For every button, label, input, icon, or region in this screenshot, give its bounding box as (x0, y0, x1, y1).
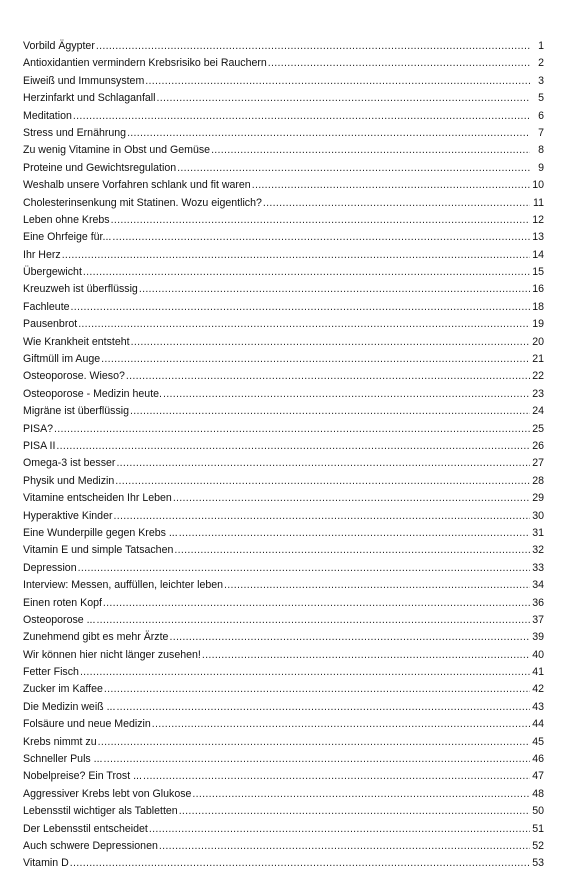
toc-entry-title: Auch schwere Depressionen (23, 839, 158, 852)
toc-entry-title: Osteoporose. Wieso? (23, 370, 125, 383)
toc-dot-leader (126, 368, 530, 385)
toc-dot-leader (80, 664, 530, 681)
toc-dot-leader (130, 403, 530, 420)
toc-entry-page-number: 21 (532, 353, 544, 366)
toc-entry (23, 212, 544, 229)
toc-entry-title: Eine Ohrfeige für... (23, 231, 112, 244)
toc-entry-page-number: 7 (538, 126, 544, 139)
toc-entry (23, 838, 544, 855)
toc-entry-title: Meditation (23, 109, 72, 122)
toc-entry-title: Folsäure und neue Medizin (23, 718, 151, 731)
toc-entry-page-number: 37 (532, 613, 544, 626)
toc-entry-page-number: 43 (532, 700, 544, 713)
toc-entry-title: Wie Krankheit entsteht (23, 335, 130, 348)
toc-entry-page-number: 42 (532, 683, 544, 696)
toc-entry (23, 525, 544, 542)
toc-entry-page-number: 1 (538, 40, 544, 52)
toc-entry (23, 125, 544, 142)
toc-entry-title: Zunehmend gibt es mehr Ärzte (23, 631, 169, 644)
toc-entry (23, 577, 544, 594)
toc-entry-page-number: 44 (532, 718, 544, 731)
toc-entry-page-number: 33 (532, 561, 544, 574)
toc-entry-page-number: 2 (538, 57, 544, 70)
toc-entry-title: Proteine und Gewichtsregulation (23, 161, 177, 174)
toc-entry (23, 751, 544, 768)
toc-entry-title: Kreuzweh ist überflüssig (23, 283, 138, 296)
toc-entry-title: Der Lebensstil entscheidet (23, 822, 148, 835)
toc-dot-leader (115, 473, 530, 490)
toc-dot-leader (152, 716, 530, 733)
toc-dot-leader (268, 55, 530, 72)
toc-entry (23, 368, 544, 385)
toc-entry (23, 542, 544, 559)
toc-dot-leader (139, 281, 530, 298)
toc-entry-title: Fachleute (23, 300, 70, 313)
toc-entry-title: Schneller Puls ... (23, 753, 103, 766)
toc-entry-title: Omega-3 ist besser (23, 457, 116, 470)
toc-dot-leader (179, 525, 530, 542)
toc-entry-title: Lebensstil wichtiger als Tabletten (23, 805, 178, 818)
toc-entry (23, 386, 544, 403)
toc-dot-leader (149, 821, 530, 838)
toc-entry-title: Fetter Fisch (23, 666, 79, 679)
toc-dot-leader (116, 455, 530, 472)
toc-entry-title: Depression (23, 561, 77, 574)
toc-dot-leader (202, 647, 530, 664)
toc-dot-leader (103, 595, 530, 612)
toc-dot-leader (96, 38, 530, 55)
toc-entry (23, 299, 544, 316)
toc-dot-leader (78, 560, 530, 577)
toc-dot-leader (174, 542, 530, 559)
toc-entry-page-number: 16 (532, 283, 544, 296)
toc-entry-title: PISA? (23, 422, 54, 435)
toc-entry (23, 421, 544, 438)
toc-entry-title: Zucker im Kaffee (23, 683, 103, 696)
toc-entry-page-number: 46 (532, 753, 544, 766)
toc-entry (23, 490, 544, 507)
toc-entry (23, 508, 544, 525)
toc-entry-page-number: 24 (532, 405, 544, 418)
toc-entry-page-number: 15 (532, 266, 544, 279)
toc-entry-title: Weshalb unsere Vorfahren schlank und fit waren (23, 179, 251, 192)
toc-entry-title: Die Medizin weiß ... (23, 700, 116, 713)
toc-entry (23, 734, 544, 751)
toc-entry-title: Osteoporose - Medizin heute. (23, 387, 162, 400)
toc-entry-title: Nobelpreise? Ein Trost ... (23, 770, 142, 783)
toc-entry-page-number: 5 (538, 92, 544, 105)
toc-entry-title: Giftmüll im Auge (23, 353, 101, 366)
toc-dot-leader (224, 577, 530, 594)
toc-dot-leader (62, 247, 530, 264)
toc-dot-leader (157, 90, 531, 107)
toc-entry-title: Hyperaktive Kinder (23, 509, 113, 522)
toc-entry (23, 612, 544, 629)
toc-dot-leader (192, 786, 530, 803)
toc-entry (23, 177, 544, 194)
toc-entry-page-number: 13 (532, 231, 544, 244)
toc-entry (23, 716, 544, 733)
toc-entry-page-number: 10 (532, 179, 544, 192)
toc-dot-leader (71, 299, 530, 316)
toc-entry-page-number: 27 (532, 457, 544, 470)
toc-entry-title: Cholesterinsenkung mit Statinen. Wozu eigentlich? (23, 196, 262, 209)
toc-dot-leader (143, 768, 530, 785)
toc-entry (23, 55, 544, 72)
toc-entry-title: Krebs nimmt zu (23, 735, 97, 748)
toc-dot-leader (83, 264, 530, 281)
toc-dot-leader (98, 734, 530, 751)
toc-dot-leader (96, 612, 530, 629)
toc-dot-leader (78, 316, 530, 333)
toc-dot-leader (54, 421, 530, 438)
toc-dot-leader (179, 803, 530, 820)
toc-entry-page-number: 50 (532, 805, 544, 818)
toc-entry (23, 316, 544, 333)
toc-entry-page-number: 41 (532, 666, 544, 679)
toc-entry-page-number: 36 (532, 596, 544, 609)
toc-entry (23, 195, 544, 212)
toc-entry (23, 473, 544, 490)
toc-entry-title: PISA II (23, 439, 56, 452)
toc-entry (23, 768, 544, 785)
toc-dot-leader (211, 142, 530, 159)
toc-entry (23, 334, 544, 351)
toc-entry-title: Eine Wunderpille gegen Krebs ... (23, 526, 178, 539)
toc-entry (23, 247, 544, 264)
toc-entry-title: Pausenbrot (23, 318, 78, 331)
toc-entry-title: Wir können hier nicht länger zusehen! (23, 648, 201, 661)
toc-entry-title: Vitamin D (23, 857, 69, 870)
toc-entry-page-number: 26 (532, 439, 544, 452)
toc-entry-title: Vitamine entscheiden Ihr Leben (23, 492, 172, 505)
toc-entry-page-number: 52 (532, 839, 544, 852)
toc-dot-leader (70, 855, 530, 872)
toc-entry (23, 90, 544, 107)
toc-dot-leader (114, 508, 531, 525)
toc-entry (23, 142, 544, 159)
toc-entry-page-number: 51 (532, 822, 544, 835)
toc-dot-leader (169, 629, 530, 646)
toc-entry-page-number: 34 (532, 579, 544, 592)
toc-entry-title: Übergewicht (23, 266, 82, 279)
toc-entry-page-number: 18 (532, 300, 544, 313)
toc-entry-page-number: 23 (532, 387, 544, 400)
toc-entry (23, 160, 544, 177)
toc-entry (23, 438, 544, 455)
toc-entry-page-number: 48 (532, 787, 544, 800)
toc-entry-title: Herzinfarkt und Schlaganfall (23, 92, 156, 105)
toc-entry-page-number: 8 (538, 144, 544, 157)
toc-entry-page-number: 47 (532, 770, 544, 783)
toc-entry (23, 560, 544, 577)
toc-entry-page-number: 20 (532, 335, 544, 348)
toc-entry (23, 264, 544, 281)
toc-dot-leader (111, 212, 530, 229)
toc-entry (23, 803, 544, 820)
toc-dot-leader (145, 73, 530, 90)
toc-entry (23, 681, 544, 698)
toc-entry-page-number: 53 (532, 857, 544, 870)
toc-entry-title: Interview: Messen, auffüllen, leichter leben (23, 579, 224, 592)
toc-dot-leader (73, 108, 530, 125)
toc-entry (23, 786, 544, 803)
toc-dot-leader (112, 229, 530, 246)
toc-dot-leader (104, 751, 531, 768)
toc-entry (23, 73, 544, 90)
toc-entry-page-number: 32 (532, 544, 544, 557)
toc-entry-page-number: 40 (532, 648, 544, 661)
toc-entry-title: Antioxidantien vermindern Krebsrisiko bei Rauchern (23, 57, 267, 70)
toc-entry-page-number: 29 (532, 492, 544, 505)
toc-entry-title: Ihr Herz (23, 248, 61, 261)
toc-entry-page-number: 30 (532, 509, 544, 522)
toc-entry (23, 455, 544, 472)
toc-entry-page-number: 45 (532, 735, 544, 748)
toc-entry (23, 108, 544, 125)
toc-entry-page-number: 19 (532, 318, 544, 331)
toc-entry (23, 647, 544, 664)
toc-entry (23, 821, 544, 838)
toc-dot-leader (159, 838, 530, 855)
table-of-contents (23, 38, 544, 873)
toc-dot-leader (173, 490, 530, 507)
toc-entry-page-number: 31 (532, 526, 544, 539)
toc-entry-page-number: 12 (532, 213, 544, 226)
toc-dot-leader (116, 699, 530, 716)
toc-entry-title: Eiweiß und Immunsystem (23, 74, 145, 87)
toc-entry-title: Osteoporose ... (23, 613, 96, 626)
toc-entry (23, 403, 544, 420)
toc-entry-page-number: 28 (532, 474, 544, 487)
toc-entry-title: Zu wenig Vitamine in Obst und Gemüse (23, 144, 211, 157)
toc-entry-title: Einen roten Kopf (23, 596, 102, 609)
toc-entry (23, 229, 544, 246)
toc-entry (23, 38, 544, 55)
toc-dot-leader (127, 125, 530, 142)
toc-entry-title: Aggressiver Krebs lebt von Glukose (23, 787, 192, 800)
toc-entry-page-number: 14 (532, 248, 544, 261)
toc-entry-page-number: 22 (532, 370, 544, 383)
toc-entry (23, 855, 544, 872)
toc-entry (23, 281, 544, 298)
toc-entry (23, 629, 544, 646)
toc-dot-leader (163, 386, 530, 403)
toc-entry-title: Physik und Medizin (23, 474, 115, 487)
toc-entry-page-number: 25 (532, 422, 544, 435)
toc-dot-leader (104, 681, 530, 698)
toc-entry-title: Migräne ist überflüssig (23, 405, 129, 418)
toc-entry-page-number: 3 (538, 74, 544, 87)
toc-entry-title: Vitamin E und simple Tatsachen (23, 544, 174, 557)
toc-entry-title: Leben ohne Krebs (23, 213, 110, 226)
toc-entry-title: Vorbild Ägypter (23, 40, 95, 52)
toc-dot-leader (131, 334, 530, 351)
toc-entry-title: Stress und Ernährung (23, 126, 127, 139)
toc-dot-leader (263, 195, 530, 212)
toc-entry (23, 699, 544, 716)
toc-dot-leader (56, 438, 530, 455)
toc-entry-page-number: 9 (538, 161, 544, 174)
toc-entry-page-number: 39 (532, 631, 544, 644)
toc-entry (23, 351, 544, 368)
toc-entry-page-number: 6 (538, 109, 544, 122)
toc-dot-leader (101, 351, 530, 368)
toc-entry (23, 664, 544, 681)
toc-entry (23, 595, 544, 612)
toc-dot-leader (177, 160, 530, 177)
toc-dot-leader (252, 177, 530, 194)
toc-entry-page-number: 11 (533, 196, 544, 209)
